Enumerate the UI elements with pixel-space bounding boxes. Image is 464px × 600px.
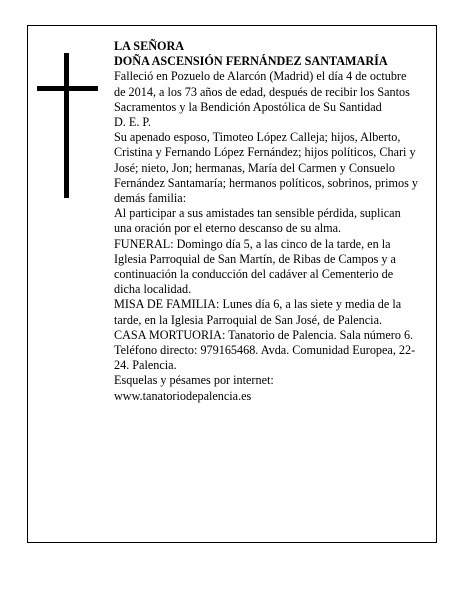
rip-text: D. E. P. — [114, 115, 151, 130]
obituary-text — [114, 39, 420, 404]
prayer-request: Al participar a sus amistades tan sensible pérdida, suplican una oración por el eterno descanso de su alma. — [114, 206, 401, 236]
deceased-name: DOÑA ASCENSIÓN FERNÁNDEZ SANTAMARÍA — [114, 54, 388, 69]
funeral-info: FUNERAL: Domingo día 5, a las cinco de la tarde, en la Iglesia Parroquial de San Martín, de Ribas de Campos y a continuación la conducción del cadáver al Cementerio de dicha localidad. — [114, 236, 396, 297]
website-link[interactable]: www.tanatoriodepalencia.es — [114, 388, 252, 403]
death-notice: Falleció en Pozuelo de Alarcón (Madrid) el día 4 de octubre de 2014, a los 73 años de edad, después de recibir los Santos Sacramentos y la Bendición Apostólica de Su Santidad — [114, 69, 410, 114]
online-condolences-label: Esquelas y pésames por internet: — [114, 373, 274, 388]
funeral-home-info: CASA MORTUORIA: Tanatorio de Palencia. Sala número 6. Teléfono directo: 979165468. Avda. Comunidad Europea, 22-24. Palencia. — [114, 327, 416, 373]
heading-title: LA SEÑORA — [114, 39, 185, 53]
cross-vertical-bar — [64, 53, 69, 198]
cross-icon — [37, 53, 98, 198]
family-list: Su apenado esposo, Timoteo López Calleja; hijos, Alberto, Cristina y Fernando López Fernández; hijos políticos, Chari y José; nieto, Jon; hermanas, María del Carmen y Consuelo Fernández Santamaría; hermanos políticos, sobrinos, primos y demás familia: — [114, 130, 418, 206]
family-mass-info: MISA DE FAMILIA: Lunes día 6, a las siete y media de la tarde, en la Iglesia Parroquial de San José, de Palencia. — [114, 297, 402, 327]
cross-horizontal-bar — [37, 86, 98, 91]
